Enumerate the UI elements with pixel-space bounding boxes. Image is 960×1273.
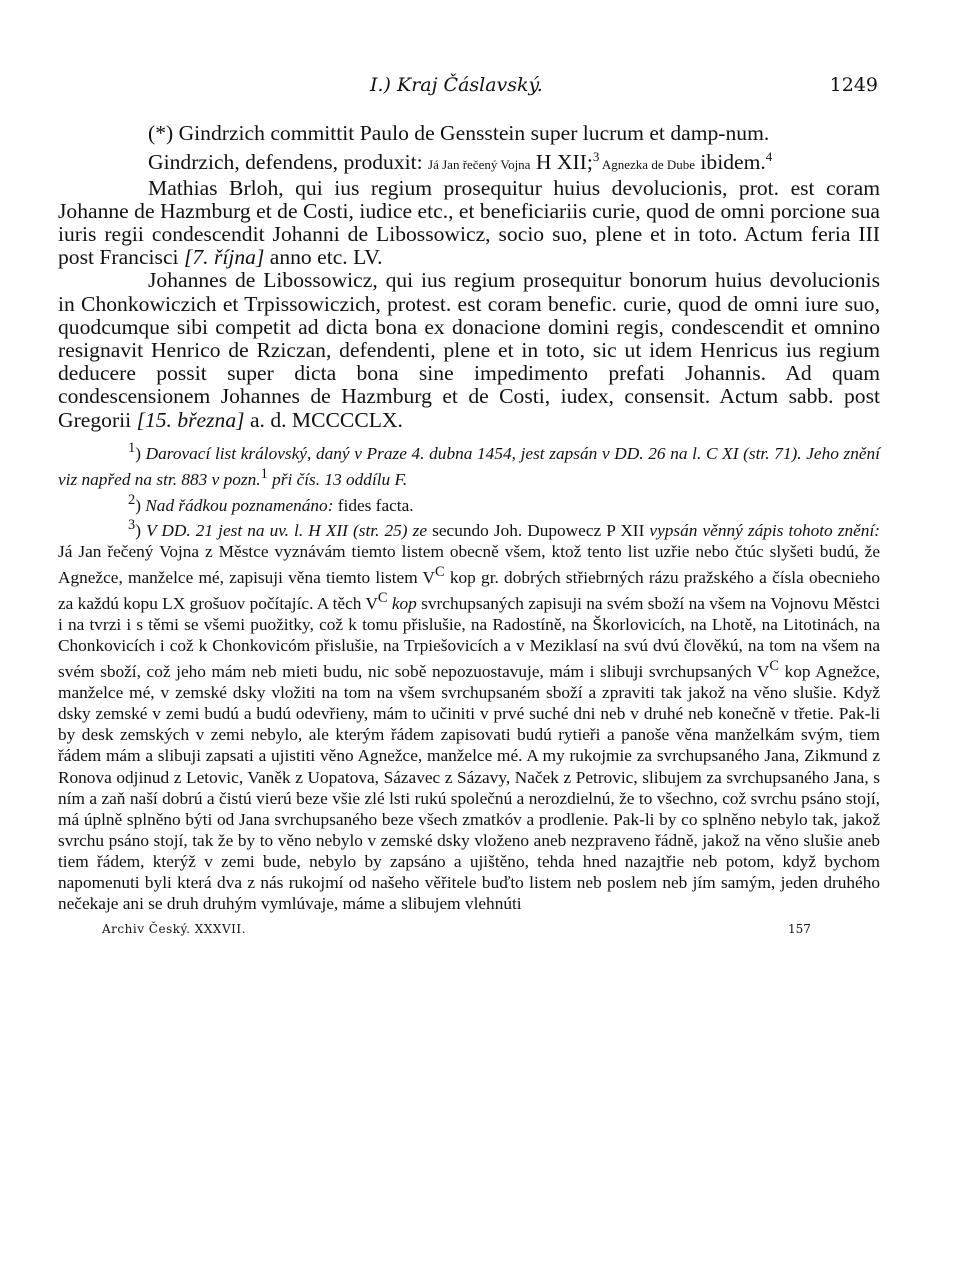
footnote-2: $^2$) Nad řádkou poznamenáno: fides facta.: [128, 491, 414, 515]
main-text: [58, 122, 880, 432]
footnote-1: $^1$) Darovací list královský, daný v Praze 4. dubna 1454, jest zapsán v DD. 26 na l. C XI (str. 71). Jeho znění viz napřed na str. 883 v pozn.$^1$ při čís. 13 oddílu F.: [58, 439, 881, 489]
paragraph-1: (*) Gindrzich committit Paulo de Gensstein super lucrum et damp-num.: [148, 121, 770, 145]
paragraph-4: Johannes de Libossowicz, qui ius regium prosequitur bonorum huius devolucionis in Chonkowiczich et Trpissowiczich, protest. est coram benefic. curie, quod de omni iure suo, quodcumque sibi competit ad dicta bona ex donacione domini regis, condescendit et omnino resignavit Henrico de Rziczan, defendenti, plene et in toto, sic ut idem Henricus ius regium deducere possit super dicta bona sine impedimento prefati Johannis. Ad quam condescensionem Johannes de Hazmburg et de Costi, iudex, consensit. Actum sabb. post Gregorii [15. března] a. d. MCCCCLX.: [58, 268, 880, 432]
page-footer: [58, 918, 880, 948]
signature-line: Archiv Český. XXXVII.: [102, 922, 246, 937]
paragraph-2: Gindrzich, defendens, produxit: Já Jan řečený Vojna H XII;$^3$ Agnezka de Dube ibidem.$^4$: [148, 149, 773, 175]
paragraph-3: Mathias Brloh, qui ius regium prosequitur huius devolucionis, prot. est coram Johanne de Hazmburg et de Costi, iudice etc., et beneficiariis curie, quod de omni porcione sua iuris regii condescendit Johanni de Libossowicz, socio suo, plene et in toto. Actum feria III post Francisci [7. října] anno etc. LV.: [58, 175, 880, 270]
footnotes: [58, 438, 880, 914]
document-page: [58, 70, 880, 948]
page-number: 1249: [829, 74, 878, 96]
running-title: I.) Kraj Čáslavský.: [370, 74, 543, 96]
footnote-3: $^3$) V DD. 21 jest na uv. l. H XII (str. 25) ze secundo Joh. Dupowecz P XII vypsán věnný zápis tohoto znění: Já Jan řečený Vojna z Městce vyznávám tiemto listem obecně všem, ktož tento list uzřie nebo čtúc slyšeti budú, že Agnežce, manželce mé, zapisuji věna tiemto listem $V^C$ kop gr. dobrých střiebrných rázu pražského a čísla obecnieho za každú kopu LX grošuov počítajíc. A těch $V^C$ kop svrchupsaných zapisuji na svém sboží na všem na Vojnovu Městci i na tvrzi i s těmi se všemi puožitky, což k tomu přislušie, na Radostíně, na Škorlovicích, na Lhotě, na Litotinách, na Chonkovicích i což k Chonkovicóm přislušie, na Trpiešovicích a v Meziklasí na svú dvú člověkú, na tom na všem na svém sboží, což jeho mám neb mieti budu, nic sobě nepozuostavuje, mám i slibuji svrchupsaných $V^C$ kop Agnežce, manželce mé, v zemské dsky vložiti na tom na všem svrchupsaném sboží a zpraviti tak jakož na věno slušie. Když dsky zemské v zemi budú a budú odevřieny, mám to učiniti v prvé suché dni neb v druhé neb konečně v třetie. Pak-li by desk zemských v zemi nebylo, ale kterým řádem zapisovati budú rytieři a panoše věna manželkám svým, tiem řádem mám a slibuji zapsati a ujistiti věno Agnežce, manželce mé. A my rukojmie za svrchupsaného Jana, Zikmund z Ronova odjinud z Letovic, Vaněk z Uopatova, Sázavec z Sázavy, Naček z Petrovic, slibujem za svrchupsaného Jana, s ním a zaň naší dobrú a čistú vierú beze všie zlé lsti rukú společnú a nerozdielnú, že to všechno, což svrchu psáno stojí, má úplně splněno býti od Jana svrchupsaného beze všech zmatkóv a prodlenie. Pak-li by co splněno nebylo tak, jakož svrchu psáno stojí, tak že by to věno nebylo v zemské dsky vloženo aneb nezpraveno řádně, jakož na věno slušie aneb tiem řádem, kterýž v zemi bude, nebylo by zapsáno a ujištěno, tehda hned nazajtřie neb potom, když bychom napomenuti byli která dva z nás rukojmí od našeho věřitele buďto listem neb poslem neb jím samým, jeden druhého nečekaje ani se druh druhým vymlúvaje, máme a slibujem vlehnúti: [58, 517, 881, 914]
page-header: [58, 70, 880, 100]
sheet-number: 157: [788, 922, 811, 937]
